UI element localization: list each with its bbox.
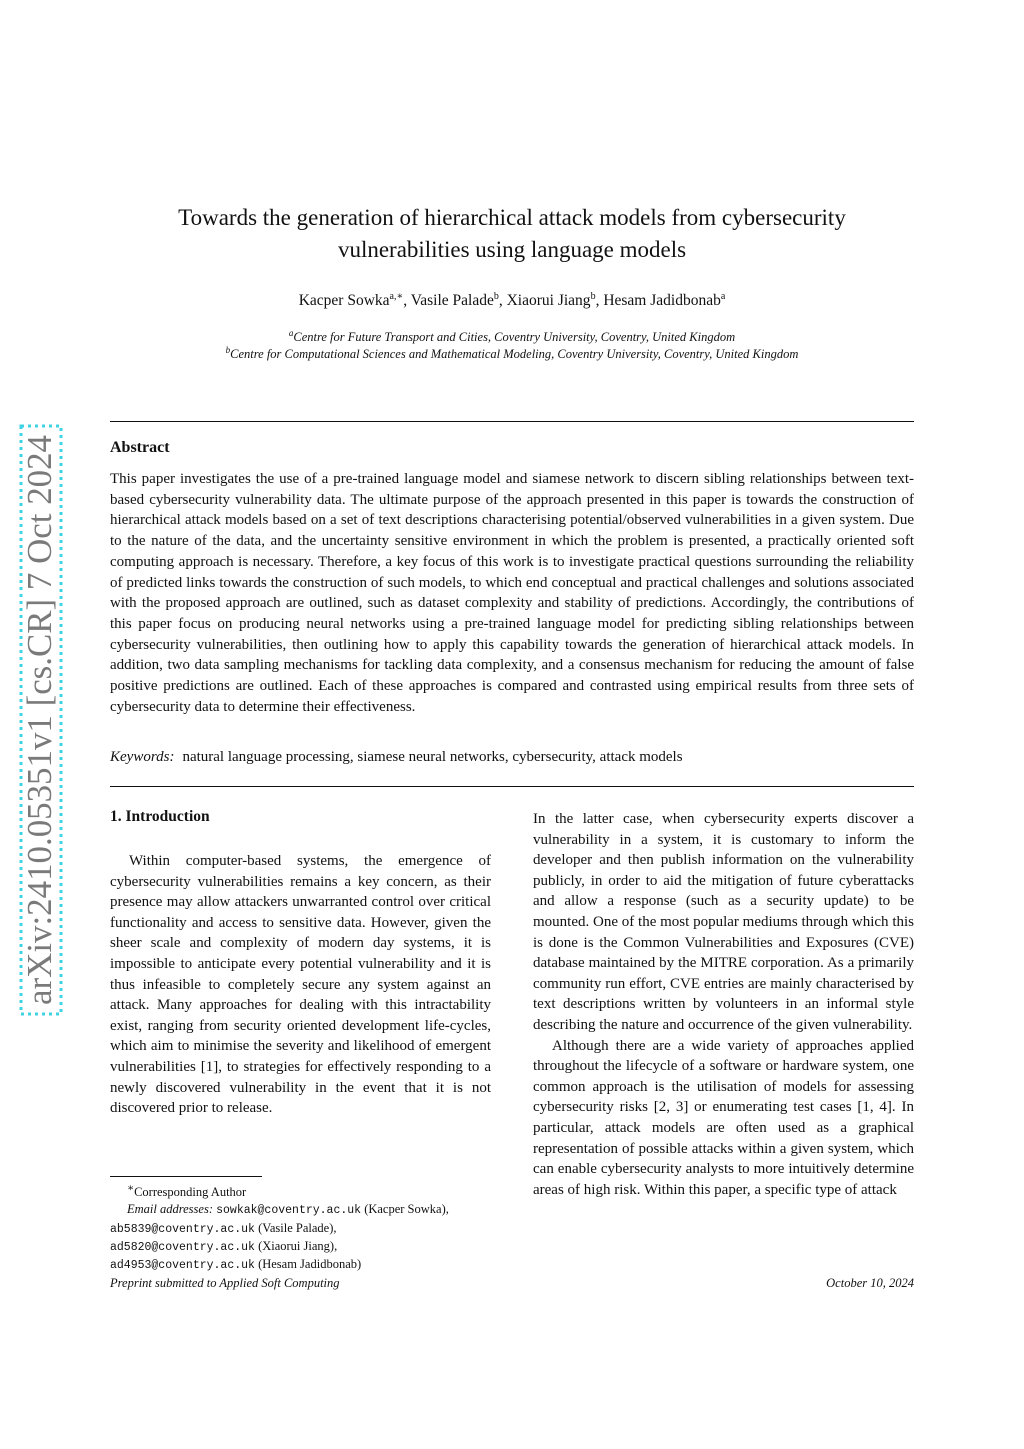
left-column: [110, 851, 491, 1119]
title-line-2: vulnerabilities using language models: [337, 237, 687, 262]
abstract-top-rule: [110, 421, 914, 422]
paper-title: [110, 202, 914, 266]
email-owner: (Xiaorui Jiang),: [258, 1238, 338, 1253]
author-name: Xiaorui Jiang: [506, 292, 591, 310]
author-affiliation-mark: a,∗: [389, 291, 404, 302]
affiliation-b: [110, 345, 914, 362]
affiliation-mark: a: [288, 328, 294, 338]
footer-date: October 10, 2024: [826, 1276, 914, 1290]
email-owner: (Kacper Sowka),: [364, 1202, 449, 1217]
paragraph: In the latter case, when cybersecurity experts discover a vulnerability in a system, it is customary to inform the developer and then publish information on the vulnerability publicly, in order to aid the mitigation of future cyberattacks and allow a response (such as a security update) to be mounted. One of the most popular mediums through which this is done is the Common Vulnerabilities and Exposures (CVE) database maintained by the MITRE corporation. As a primarily community run effort, CVE entries are mainly characterised by text descriptions written by volunteers in an informal style describing the nature and occurrence of the given vulnerability.: [533, 811, 914, 1033]
arxiv-stamp-text: arXiv:2410.05351v1 [cs.CR] 7 Oct 2024: [20, 433, 59, 1005]
email-owner: (Hesam Jadidbonab): [258, 1256, 362, 1271]
title-line-1: Towards the generation of hierarchical attack models from cybersecurity: [178, 205, 846, 230]
email-addresses: [110, 1202, 216, 1216]
email-link[interactable]: ab5839@coventry.ac.uk: [110, 1222, 255, 1236]
footnote-rule: [110, 1176, 262, 1177]
arxiv-stamp: [20, 425, 62, 1015]
affiliation-a: [110, 328, 914, 345]
keywords-label: Keywords:: [110, 749, 175, 765]
author-name: Vasile Palade: [410, 292, 494, 310]
email-link[interactable]: ad4953@coventry.ac.uk: [110, 1258, 255, 1272]
author-affiliation-mark: b: [493, 291, 499, 302]
section-heading: 1. Introduction: [110, 808, 210, 825]
paragraph: Within computer-based systems, the emergence of cybersecurity vulnerabilities remains a key concern, as their presence may allow attackers unwarranted control over critical functionality and access to sensitive data. However, given the sheer scale and complexity of modern day systems, it is impossible to anticipate every potential vulnerability and it is thus infeasible to completely secure any system against an attack. Many approaches for dealing with this intractability exist, ranging from security oriented development life-cycles, which aim to minimise the severity and likelihood of emergent vulnerabilities [1], to strategies for effectively responding to a newly discovered vulnerability in the event that it is not discovered prior to release.: [110, 853, 491, 1117]
email-owner: (Vasile Palade),: [258, 1220, 337, 1235]
abstract-heading: Abstract: [110, 439, 170, 456]
email-label: Email addresses:: [127, 1202, 213, 1217]
author-list: Kacper Sowka$^{a,∗}$, Vasile Palade$^b$, Xiaorui Jiang$^b$, Hesam Jadidbonab$^a$: [298, 291, 726, 310]
author-name: Kacper Sowka: [298, 292, 390, 310]
abstract-bottom-rule: [110, 786, 914, 787]
keywords: [110, 749, 683, 766]
corresponding-author-text: Corresponding Author: [134, 1185, 247, 1200]
footer-preprint-note: Preprint submitted to Applied Soft Computing: [110, 1276, 340, 1290]
abstract-text: This paper investigates the use of a pre-trained language model and siamese network to discern sibling relationships between text-based cybersecurity vulnerability data. The ultimate purpose of the approach presented in this paper is towards the construction of hierarchical attack models based on a set of text descriptions characterising potential/observed vulnerabilities in a given system. Due to the nature of the data, and the uncertainty sensitive environment in which the problem is presented, a practically oriented soft computing approach is necessary. Therefore, a key focus of this work is to investigate practical questions surrounding the reliability of predicted links towards the construction of such models, to which end conceptual and practical challenges and solutions associated with the proposed approach are outlined, such as dataset complexity and stability of predictions. Accordingly, the contributions of this paper focus on producing neural networks using a pre-trained language model for predicting sibling relationships between cybersecurity vulnerabilities, then outlining how to apply this capability towards the generation of hierarchical attack models. In addition, two data sampling mechanisms for tackling data complexity, and a consensus mechanism for reducing the amount of false positive predictions are outlined. Each of these approaches is compared and contrasted using empirical results from three sets of cybersecurity data to determine their effectiveness.: [110, 471, 914, 715]
email-link[interactable]: ad5820@coventry.ac.uk: [110, 1240, 255, 1254]
right-column: [533, 809, 914, 1200]
affiliation-text: Centre for Computational Sciences and Mathematical Modeling, Coventry University, Coventry, United Kingdom: [230, 347, 799, 362]
author-name: Hesam Jadidbonab: [603, 292, 721, 310]
keywords-text: natural language processing, siamese neural networks, cybersecurity, attack models: [182, 749, 683, 765]
arxiv-stamp-graphic: [20, 425, 62, 1015]
footnote: [110, 1180, 491, 1274]
email-link[interactable]: sowkak@coventry.ac.uk: [216, 1204, 362, 1218]
affiliation-text: Centre for Future Transport and Cities, Coventry University, Coventry, United Kingdom: [293, 330, 736, 345]
affiliation-mark: b: [225, 345, 231, 355]
paragraph: Although there are a wide variety of approaches applied throughout the lifecycle of a software or hardware system, one common approach is the utilisation of models for assessing cybersecurity risks [2, 3] or enumerating test cases [1, 4]. In particular, attack models are often used as a graphical representation of possible attacks within a given system, which can enable cybersecurity analysts to more intuitively determine areas of high risk. Within this paper, a specific type of attack: [533, 1037, 914, 1198]
author-affiliation-mark: b: [590, 291, 596, 302]
author-affiliation-mark: a: [720, 291, 726, 302]
corresponding-author-note: ∗Corresponding Author: [127, 1183, 247, 1200]
